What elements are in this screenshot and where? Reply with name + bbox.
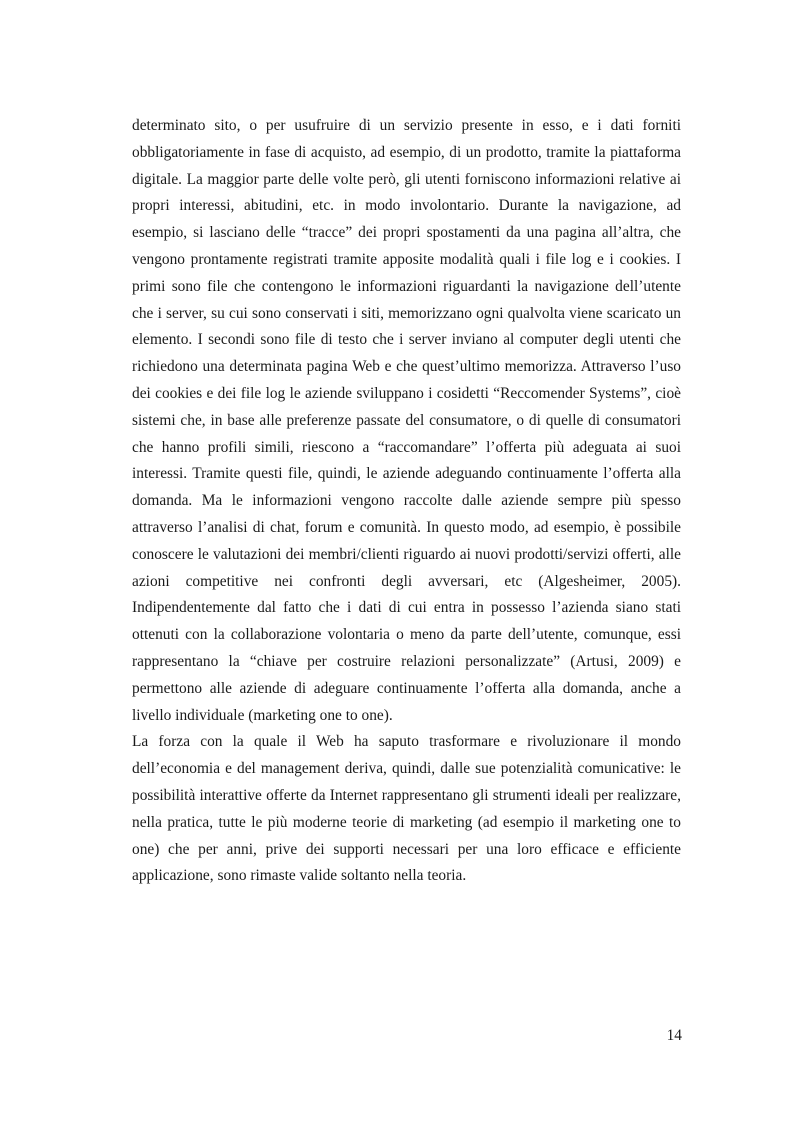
body-paragraph: determinato sito, o per usufruire di un servizio presente in esso, e i dati forniti obbligatoriamente in fase di acquisto, ad esempio, di un prodotto, tramite la piattaforma digitale. La maggior parte delle volte però, gli utenti forniscono informazioni relative ai propri interessi, abitudini, etc. in modo involontario. Durante la navigazione, ad esempio, si lasciano delle “tracce” dei propri spostamenti da una pagina all’altra, che vengono prontamente registrati tramite apposite modalità quali i file log e i cookies. I primi sono file che contengono le informazioni riguardanti la navigazione dell’utente che i server, su cui sono conservati i siti, memorizzano ogni qualvolta viene scaricato un elemento. I secondi sono file di testo che i server inviano al computer degli utenti che richiedono una determinata pagina Web e che quest’ultimo memorizza. Attraverso l’uso dei cookies e dei file log le aziende sviluppano i cosidetti “Reccomender Systems”, cioè sistemi che, in base alle preferenze passate del consumatore, o di quelle di consumatori che hanno profili simili, riescono a “raccomandare” l’offerta più adeguata ai suoi interessi. Tramite questi file, quindi, le aziende adeguando continuamente l’offerta alla domanda. Ma le informazioni vengono raccolte dalle aziende sempre più spesso attraverso l’analisi di chat, forum e comunità. In questo modo, ad esempio, è possibile conoscere le valutazioni dei membri/clienti riguardo ai nuovi prodotti/servizi offerti, alle azioni competitive nei confronti degli avversari, etc (Algesheimer, 2005). Indipendentemente dal fatto che i dati di cui entra in possesso l’azienda siano stati ottenuti con la collaborazione volontaria o meno da parte dell’utente, comunque, essi rappresentano la “chiave per costruire relazioni personalizzate” (Artusi, 2009) e permettono alle aziende di adeguare continuamente l’offerta alla domanda, anche a livello individuale (marketing one to one). bbox=[132, 117, 681, 724]
page-body bbox=[132, 113, 681, 890]
page-number: 14 bbox=[666, 1027, 682, 1044]
body-paragraph: La forza con la quale il Web ha saputo trasformare e rivoluzionare il mondo dell’economia e del management deriva, quindi, dalle sue potenzialità comunicative: le possibilità interattive offerte da Internet rappresentano gli strumenti ideali per realizzare, nella pratica, tutte le più moderne teorie di marketing (ad esempio il marketing one to one) che per anni, prive dei supporti necessari per una loro efficace e efficiente applicazione, sono rimaste valide soltanto nella teoria. bbox=[132, 733, 681, 885]
